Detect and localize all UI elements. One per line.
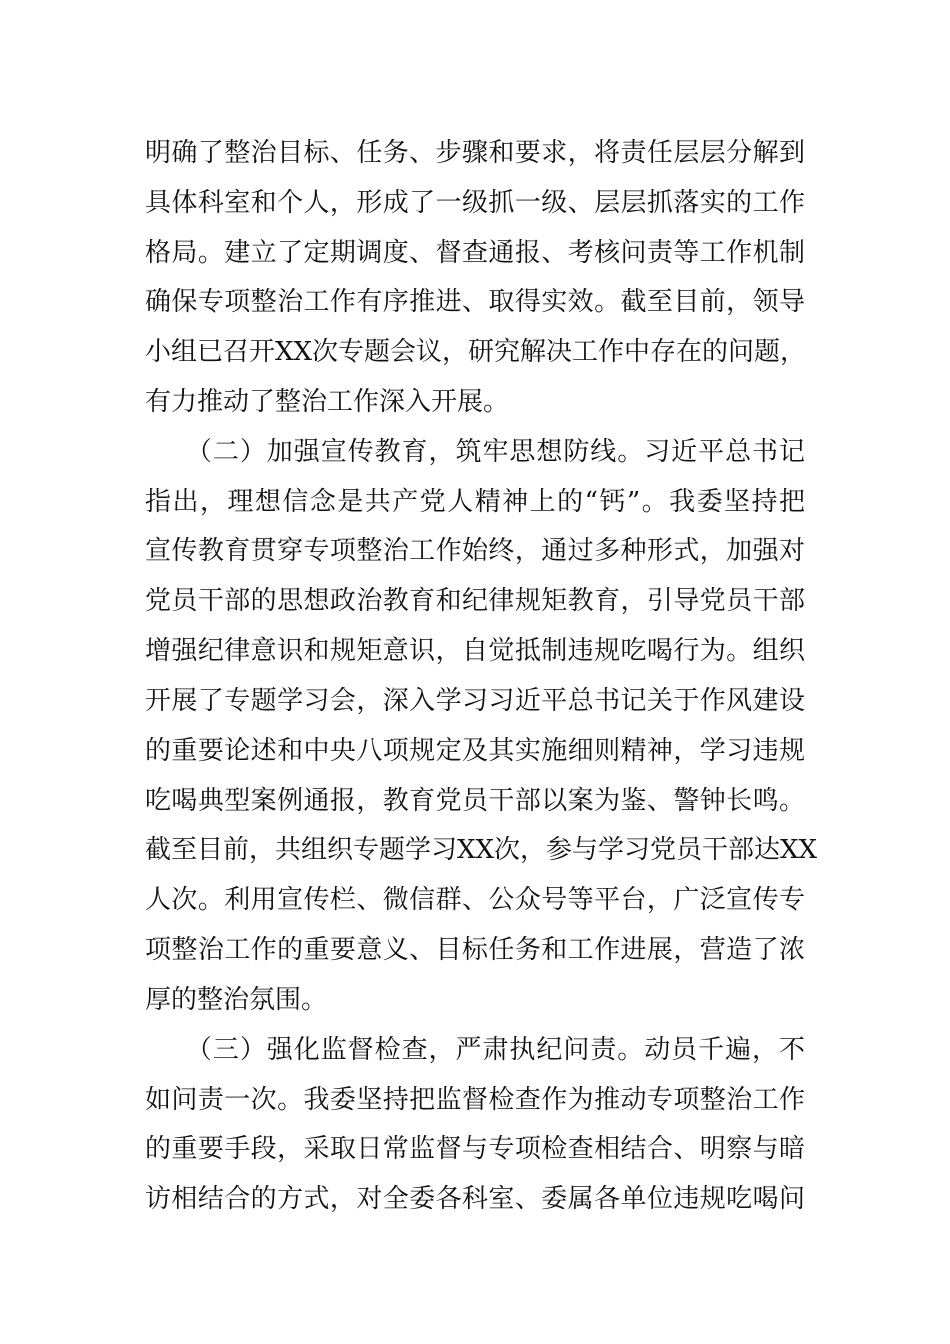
text-line: 格局。建立了定期调度、督查通报、考核问责等工作机制 [145, 238, 805, 268]
text-line: 截至目前，共组织专题学习XX次，参与学习党员干部达XX [145, 835, 818, 865]
text-line: 访相结合的方式，对全委各科室、委属各单位违规吃喝问 [145, 1184, 805, 1214]
text-line: 如问责一次。我委坚持把监督检查作为推动专项整治工作 [145, 1085, 805, 1115]
text-line: 党员干部的思想政治教育和纪律规矩教育，引导党员干部 [145, 586, 805, 616]
text-line: 的重要手段，采取日常监督与专项检查相结合、明察与暗 [145, 1134, 805, 1164]
text-line: 小组已召开XX次专题会议，研究解决工作中存在的问题， [145, 337, 807, 367]
text-line: 有力推动了整治工作深入开展。 [145, 387, 510, 417]
text-line: 指出，理想信念是共产党人精神上的“钙”。我委坚持把 [145, 487, 805, 517]
paragraph-heading-line: （二）加强宣传教育，筑牢思想防线。习近平总书记 [145, 437, 805, 467]
text-line: 厚的整治氛围。 [145, 985, 328, 1015]
text-line: 增强纪律意识和规矩意识，自觉抵制违规吃喝行为。组织 [145, 636, 805, 666]
text-line: 具体科室和个人，形成了一级抓一级、层层抓落实的工作 [145, 188, 805, 218]
text-line: 项整治工作的重要意义、目标任务和工作进展，营造了浓 [145, 935, 805, 965]
text-line: 的重要论述和中央八项规定及其实施细则精神，学习违规 [145, 736, 805, 766]
text-line: 人次。利用宣传栏、微信群、公众号等平台，广泛宣传专 [145, 885, 805, 915]
text-line: 吃喝典型案例通报，教育党员干部以案为鉴、警钟长鸣。 [145, 786, 805, 816]
text-line: 宣传教育贯穿专项整治工作始终，通过多种形式，加强对 [145, 536, 805, 566]
paragraph-heading-line: （三）强化监督检查，严肃执纪问责。动员千遍，不 [145, 1035, 805, 1065]
text-line: 明确了整治目标、任务、步骤和要求，将责任层层分解到 [145, 138, 805, 168]
text-line: 确保专项整治工作有序推进、取得实效。截至目前，领导 [145, 287, 805, 317]
text-line: 开展了专题学习会，深入学习习近平总书记关于作风建设 [145, 686, 805, 716]
